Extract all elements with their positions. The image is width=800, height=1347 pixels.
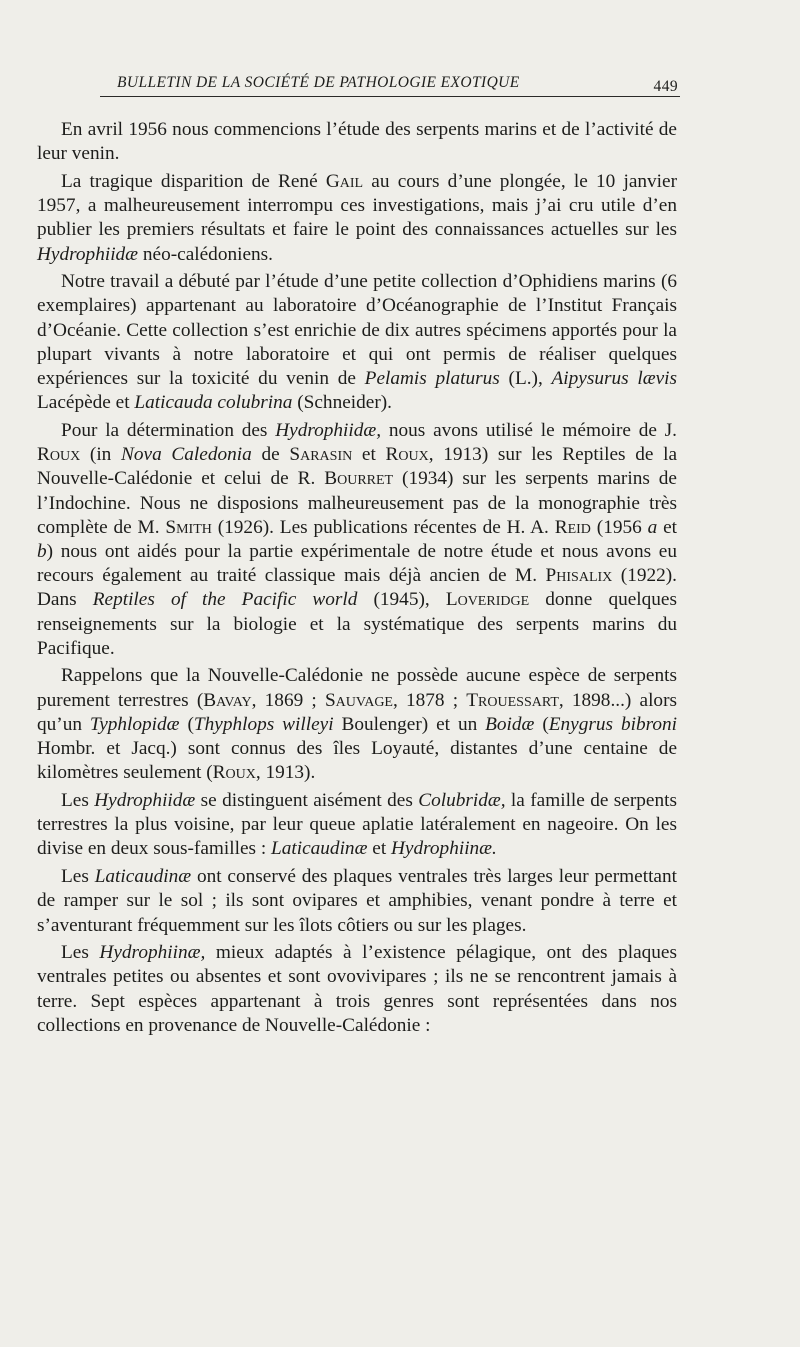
text-run: Rappelons que la Nouvelle-Calédonie ne possède aucune espèce de serpents purement terrestres ( — [37, 665, 677, 711]
page-number: 449 — [653, 78, 678, 95]
text-run: Les — [61, 942, 100, 964]
text-run: de — [251, 444, 290, 466]
running-header — [100, 74, 680, 97]
author-name: Trouessart — [466, 689, 559, 711]
italic-term: Hydrophiinæ, — [99, 942, 206, 964]
text-run: ) nous ont aidés pour la partie expérimentale de notre étude et nous avons eu recours également au traité classique mais déjà ancien de M. — [37, 540, 677, 587]
article-body — [37, 118, 677, 1042]
italic-term: b — [37, 540, 47, 562]
author-name: Phisalix — [545, 565, 613, 587]
italic-term: Reptiles of the Pacific world — [92, 589, 358, 611]
italic-term: Boidæ — [485, 713, 535, 735]
author-name: Sauvage — [324, 689, 393, 711]
text-run: Hombr. et Jacq.) sont connus des îles Loyauté, distantes d’une centaine de kilomètres seulement ( — [37, 738, 677, 784]
text-run: la famille de serpents terrestres la plus voisine, par leur queue aplatie latéralement en nageoire. On les divise en deux sous-familles : — [37, 789, 677, 860]
italic-term: Hydrophiidæ — [37, 243, 139, 265]
italic-term: Colubridæ, — [418, 789, 506, 811]
text-run: , 1913). — [255, 762, 316, 784]
text-run: (L.), — [499, 368, 552, 390]
text-run: , 1878 ; — [392, 689, 467, 711]
text-run: se distinguent aisément des — [195, 789, 419, 811]
italic-term: Typhlopidæ — [89, 713, 180, 735]
text-run: au cours d’une plongée, le 10 janvier 1957, a malheureusement interrompu ces investigations, mais j’ai cru utile d’en publier les premiers résultats et faire le point des connaissances actuelles sur les — [37, 170, 677, 241]
text-run: (1934) sur les serpents marins de l’Indochine. Nous ne disposions malheureusement pas de la monographie très complète de M. — [37, 468, 677, 538]
paragraph — [37, 118, 677, 166]
italic-term: Laticaudinæ — [271, 838, 368, 860]
author-name: Bavay — [203, 689, 252, 711]
text-run: (1945), — [357, 589, 446, 611]
paragraph — [37, 941, 677, 1038]
author-name: Bourret — [324, 468, 394, 490]
text-run: (in — [80, 444, 122, 466]
italic-term: a — [647, 516, 658, 538]
text-run: donne quelques renseignements sur la biologie et la systématique des serpents marins du Pacifique. — [37, 589, 677, 659]
italic-term: Enygrus bibroni — [548, 713, 678, 735]
italic-term: Thyphlops willeyi — [193, 713, 334, 735]
text-run: ont conservé des plaques ventrales très larges leur permettant de ramper sur le sol ; ils sont ovipares et amphibies, venant pondre à terre et s’aventurant fréquemment sur les îlots côtiers ou sur les plages. — [37, 866, 677, 936]
italic-term: Aipysurus lævis — [551, 368, 677, 390]
text-run: ( — [179, 713, 194, 735]
italic-term: Nova Caledonia — [121, 444, 252, 466]
author-name: Sarasin — [289, 444, 353, 466]
text-run: et — [367, 838, 391, 860]
italic-term: Hydrophiidæ, — [275, 419, 382, 441]
text-run: En avril 1956 nous commencions l’étude des serpents marins et de l’activité de leur venin. — [37, 119, 677, 165]
paragraph — [37, 865, 677, 938]
text-run: (Schneider). — [292, 392, 392, 414]
author-name: Roux — [37, 444, 81, 466]
italic-term: Laticaudinæ — [94, 866, 192, 888]
text-run: Pour la détermination des — [61, 419, 276, 441]
text-run: , 1898...) alors qu’un — [37, 689, 677, 735]
text-run: (1922). Dans — [37, 565, 677, 611]
author-name: Roux — [385, 444, 429, 466]
text-run: et — [657, 516, 678, 538]
paragraph — [37, 419, 677, 661]
text-run: (1956 — [590, 516, 648, 538]
italic-term: Hydrophiidæ — [94, 789, 196, 811]
text-run: et — [352, 444, 386, 466]
author-name: Reid — [554, 516, 591, 538]
journal-title: BULLETIN DE LA SOCIÉTÉ DE PATHOLOGIE EXOTIQUE — [117, 74, 520, 91]
italic-term: Laticauda colubrina — [134, 392, 293, 414]
text-run: La tragique disparition de René — [61, 170, 326, 192]
text-run: , 1913) sur les Reptiles de la Nouvelle-Calédonie et celui de R. — [37, 444, 678, 490]
italic-term: Pelamis platurus — [364, 368, 500, 390]
text-run: mieux adaptés à l’existence pélagique, ont des plaques ventrales petites ou absentes et sont ovovivipares ; ils ne se rencontrent jamais à terre. Sept espèces appartenant à trois genres sont représentées dans nos collections en provenance de Nouvelle-Calédonie : — [37, 942, 677, 1036]
paragraph — [37, 789, 677, 862]
paragraph — [37, 170, 677, 267]
text-run: Boulenger) et un — [333, 713, 486, 735]
author-name: Gail — [325, 170, 364, 192]
text-run: nous avons utilisé le mémoire de J. — [381, 419, 678, 441]
author-name: Roux — [212, 762, 256, 784]
italic-term: Hydrophiinæ. — [391, 838, 497, 860]
text-run: Lacépède et — [37, 392, 135, 414]
text-run: Les — [61, 789, 95, 811]
text-run: néo-calédoniens. — [138, 243, 273, 265]
author-name: Smith — [165, 516, 212, 538]
text-run: (1926). Les publications récentes de H. A. — [211, 516, 555, 538]
text-run: Les — [61, 866, 95, 888]
text-run: , 1869 ; — [251, 689, 325, 711]
paragraph — [37, 664, 677, 785]
text-run: Notre travail a débuté par l’étude d’une petite collection d’Ophidiens marins (6 exemplaires) appartenant au laboratoire d’Océanographie de l’Institut Français d’Océanie. Cette collection s’est enrichie de dix autres spécimens apportés pour la plupart vivants à notre laboratoire et qui ont permis de réaliser quelques expériences sur la toxicité du venin de — [37, 271, 677, 390]
text-run: ( — [534, 713, 549, 735]
author-name: Loveridge — [445, 589, 530, 611]
paragraph — [37, 270, 677, 415]
